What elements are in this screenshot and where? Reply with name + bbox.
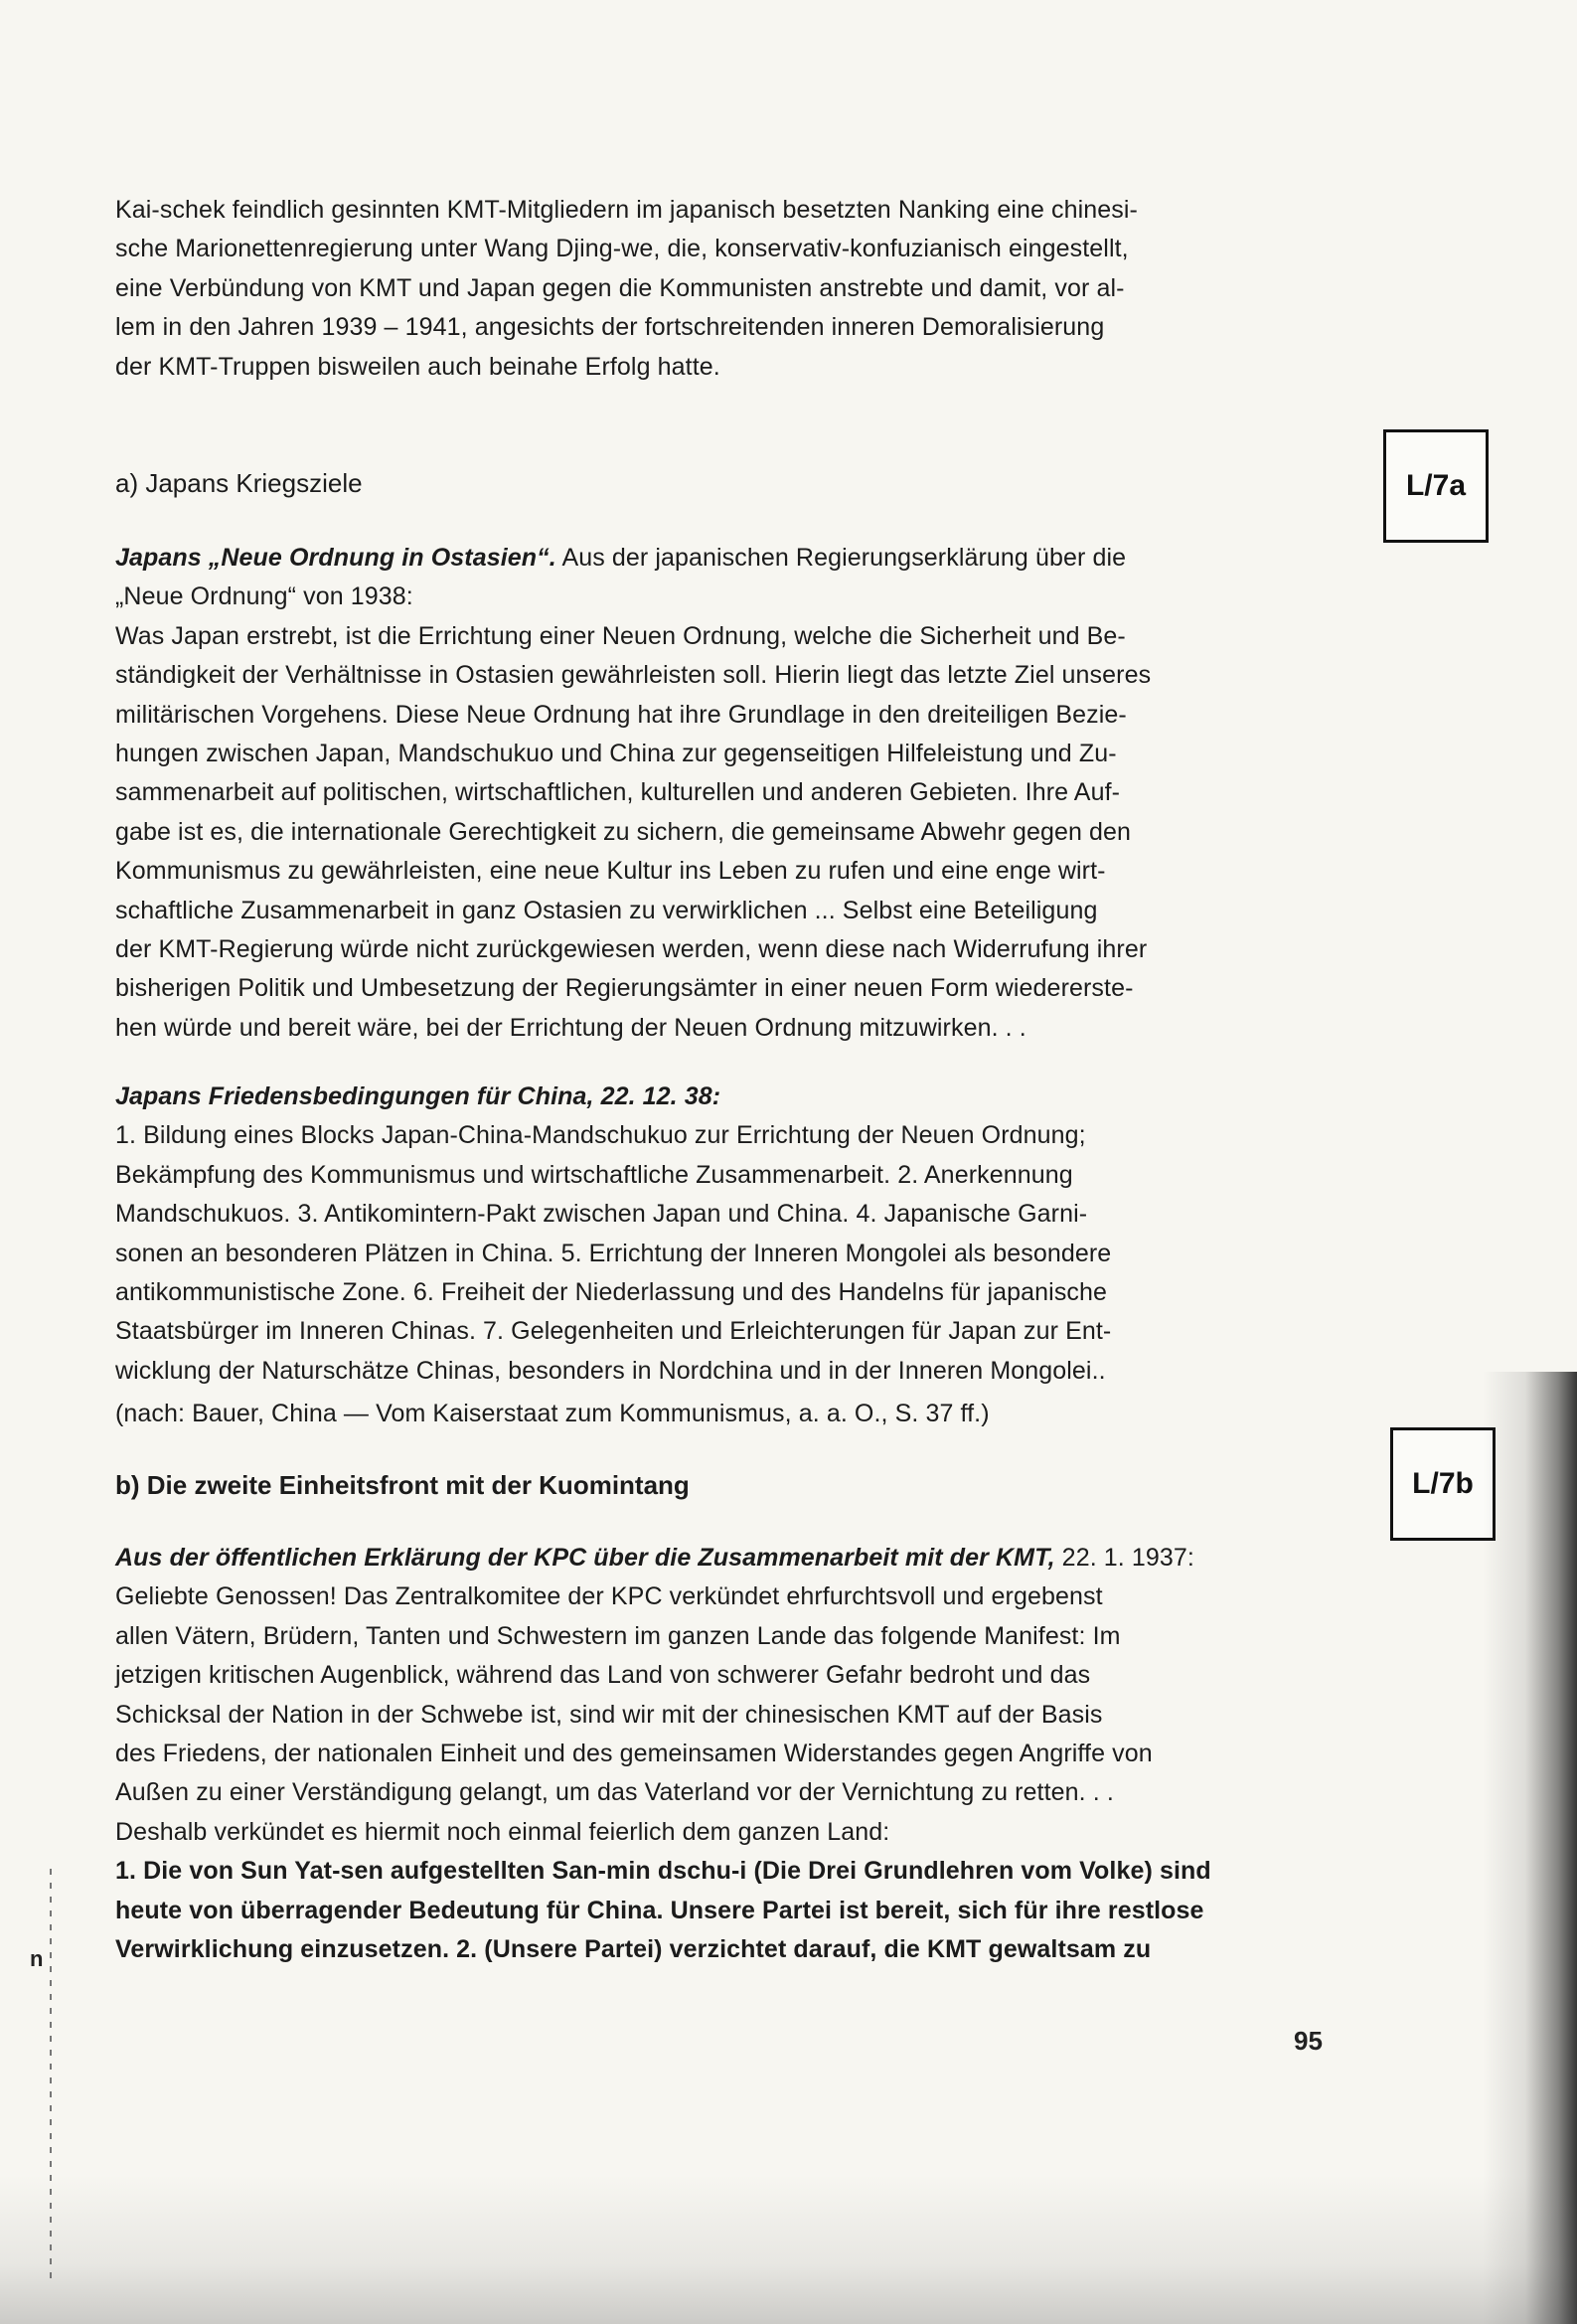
text-line: Schicksal der Nation in der Schwebe ist, sind wir mit der chinesischen KMT auf der Basis — [115, 1700, 1103, 1729]
scan-bottom-shadow — [0, 2175, 1577, 2324]
text-line: Was Japan erstrebt, ist die Errichtung einer Neuen Ordnung, welche die Sicherheit und Be- — [115, 621, 1126, 650]
text-line: allen Vätern, Brüdern, Tanten und Schwestern im ganzen Lande das folgende Manifest: Im — [115, 1621, 1121, 1650]
text-line: Kommunismus zu gewährleisten, eine neue Kultur ins Leben zu rufen und eine enge wirt- — [115, 857, 1106, 886]
quote-title-line — [115, 1539, 1347, 1577]
quote-title-line — [115, 539, 1347, 578]
text-line: hen würde und bereit wäre, bei der Errichtung der Neuen Ordnung mitzuwirken. . . — [115, 1013, 1026, 1042]
quote-neue-ordnung — [115, 539, 1347, 1048]
text-line: antikommunistische Zone. 6. Freiheit der Niederlassung und des Handelns für japanische — [115, 1278, 1108, 1307]
text-line: militärischen Vorgehens. Diese Neue Ordnung hat ihre Grundlage in den dreiteiligen Bezie- — [115, 700, 1127, 729]
quote-title: Aus der öffentlichen Erklärung der KPC über die Zusammenarbeit mit der KMT, — [115, 1544, 1055, 1572]
text-line: sche Marionettenregierung unter Wang Djing-we, die, konservativ-konfuzianisch eingestellt, — [115, 235, 1129, 263]
text-line: hungen zwischen Japan, Mandschukuo und China zur gegenseitigen Hilfeleistung und Zu- — [115, 740, 1117, 768]
text-line: Deshalb verkündet es hiermit noch einmal feierlich dem ganzen Land: — [115, 1817, 890, 1846]
quote-title: Japans Friedensbedingungen für China, 22. 12. 38: — [115, 1082, 721, 1110]
intro-paragraph — [115, 191, 1347, 387]
source-citation: (nach: Bauer, China — Vom Kaiserstaat zum Kommunismus, a. a. O., S. 37 ff.) — [115, 1400, 990, 1428]
quote-friedensbedingungen — [115, 1078, 1347, 1434]
text-line: lem in den Jahren 1939 – 1941, angesichts der fortschreitenden inneren Demoralisierung — [115, 313, 1105, 342]
text-line: heute von überragender Bedeutung für China. Unsere Partei ist bereit, sich für ihre restlose — [115, 1896, 1204, 1924]
text-line: der KMT-Regierung würde nicht zurückgewiesen werden, wenn diese nach Widerrufung ihrer — [115, 935, 1148, 964]
text-line: ständigkeit der Verhältnisse in Ostasien gewährleisten soll. Hierin liegt das letzte Ziel unseres — [115, 661, 1152, 690]
text-line: Mandschukuos. 3. Antikomintern-Pakt zwischen Japan und China. 4. Japanische Garni- — [115, 1200, 1088, 1229]
page-number: 95 — [1294, 2026, 1323, 2056]
text-line: 1. Die von Sun Yat-sen aufgestellten San-min dschu-i (Die Drei Grundlehren vom Volke) sind — [115, 1857, 1211, 1886]
text-line: wicklung der Naturschätze Chinas, besonders in Nordchina und in der Inneren Mongolei.. — [115, 1356, 1106, 1385]
text-line: Verwirklichung einzusetzen. 2. (Unsere Partei) verzichtet darauf, die KMT gewaltsam zu — [115, 1935, 1152, 1964]
text-line: jetzigen kritischen Augenblick, während das Land von schwerer Gefahr bedroht und das — [115, 1661, 1091, 1690]
text-line: schaftliche Zusammenarbeit in ganz Ostasien zu verwirklichen ... Selbst eine Beteiligung — [115, 896, 1098, 924]
text-line: Geliebte Genossen! Das Zentralkomitee der KPC verkündet ehrfurchtsvoll und ergebenst — [115, 1582, 1103, 1611]
text-line: „Neue Ordnung“ von 1938: — [115, 582, 413, 611]
quote-title-rest: Aus der japanischen Regierungserklärung über die — [555, 544, 1127, 572]
text-line: bisherigen Politik und Umbesetzung der Regierungsämter in einer neuen Form wiedererste- — [115, 974, 1134, 1003]
text-line: des Friedens, der nationalen Einheit und des gemeinsamen Widerstandes gegen Angriffe von — [115, 1740, 1153, 1768]
text-line: gabe ist es, die internationale Gerechtigkeit zu sichern, die gemeinsame Abwehr gegen den — [115, 817, 1132, 846]
text-line: eine Verbündung von KMT und Japan gegen die Kommunisten anstrebte und damit, vor al- — [115, 273, 1125, 302]
quote-title: Japans „Neue Ordnung in Ostasien“. — [115, 544, 556, 572]
text-line: Außen zu einer Verständigung gelangt, um das Vaterland vor der Vernichtung zu retten. . . — [115, 1778, 1114, 1807]
section-a-marker: L/7a — [1383, 429, 1489, 543]
text-line: Staatsbürger im Inneren Chinas. 7. Gelegenheiten und Erleichterungen für Japan zur Ent- — [115, 1317, 1112, 1346]
text-line: sonen an besonderen Plätzen in China. 5. Errichtung der Inneren Mongolei als besondere — [115, 1239, 1112, 1267]
text-line: Bekämpfung des Kommunismus und wirtschaftliche Zusammenarbeit. 2. Anerkennung — [115, 1160, 1073, 1189]
quote-title-rest: 22. 1. 1937: — [1054, 1544, 1194, 1572]
text-line: der KMT-Truppen bisweilen auch beinahe Erfolg hatte. — [115, 352, 720, 381]
text-line: sammenarbeit auf politischen, wirtschaftlichen, kulturellen und anderen Gebieten. Ihre Auf- — [115, 778, 1121, 807]
quote-kpc-erklaerung — [115, 1539, 1347, 1969]
section-b-marker: L/7b — [1390, 1427, 1496, 1541]
section-a-heading: a) Japans Kriegsziele — [115, 468, 363, 498]
text-line: 1. Bildung eines Blocks Japan-China-Mandschukuo zur Errichtung der Neuen Ordnung; — [115, 1121, 1086, 1150]
margin-mark: n — [30, 1946, 44, 1971]
text-line: Kai-schek feindlich gesinnten KMT-Mitgliedern im japanisch besetzten Nanking eine chinesi- — [115, 196, 1138, 224]
section-b-heading: b) Die zweite Einheitsfront mit der Kuomintang — [115, 1470, 690, 1500]
